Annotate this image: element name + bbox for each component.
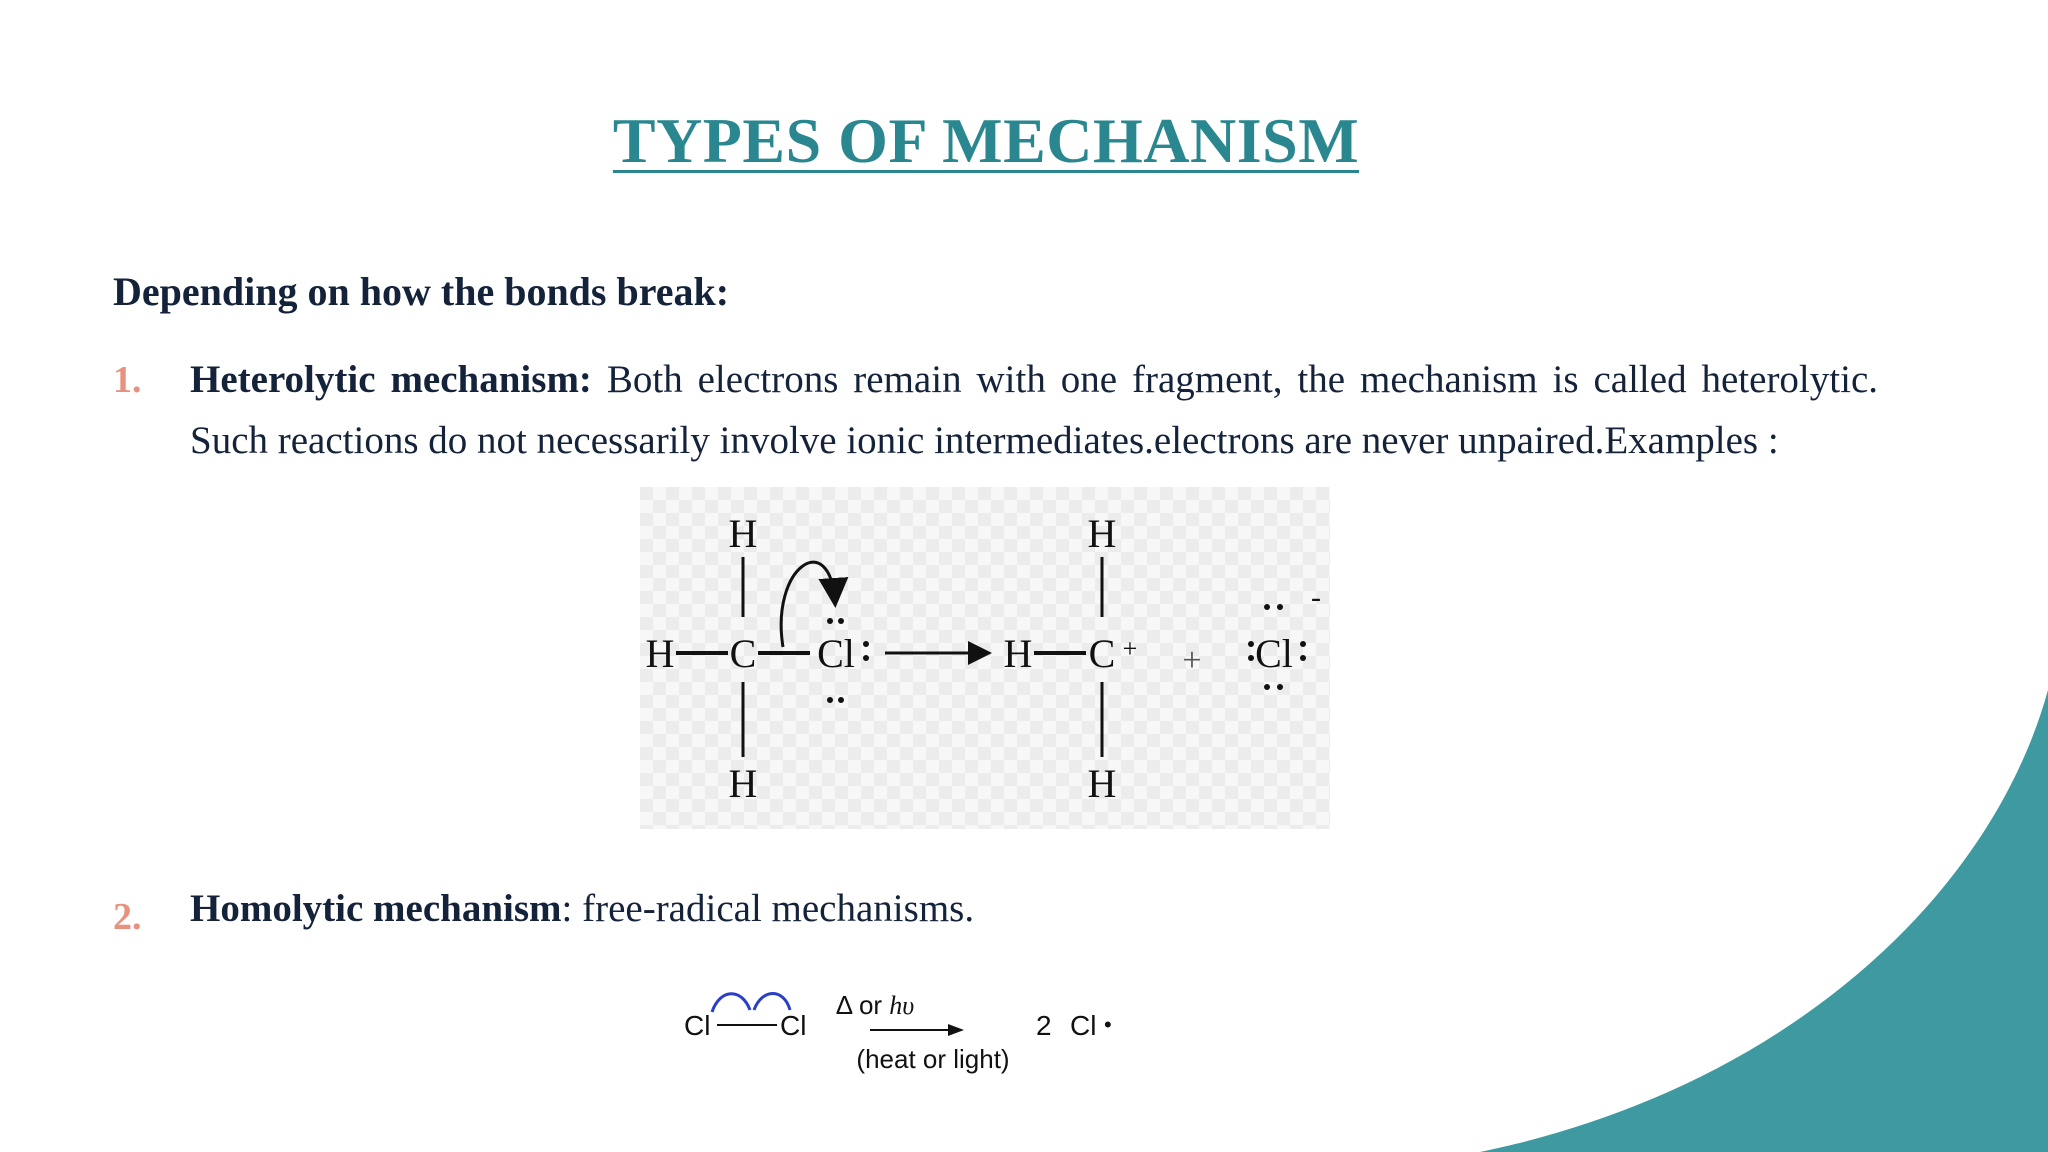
term-heterolytic: Heterolytic mechanism: — [190, 358, 592, 401]
lone-pair-dot — [1300, 655, 1306, 661]
condition-subtitle: (heat or light) — [856, 1044, 1010, 1074]
slide-title: TYPES OF MECHANISM — [612, 105, 1360, 176]
lone-pair-dot — [827, 697, 833, 703]
lone-pair-dot — [1264, 684, 1270, 690]
product-chlorine: Cl — [1070, 1010, 1097, 1041]
anion-charge: - — [1311, 581, 1321, 614]
lone-pair-dot — [1248, 655, 1254, 661]
reaction-arrowhead-2 — [948, 1024, 964, 1036]
atom-h-bottom-product: H — [1087, 761, 1117, 806]
atom-cl-right: Cl — [780, 1010, 807, 1041]
heterolytic-description: Both electrons remain with one fragment, the mechanism is called heterolytic. Such reactions do not necessarily involve ionic intermediates.electrons are never unpaired.Examples : — [190, 358, 1878, 462]
fishhook-arrow-right — [754, 994, 790, 1011]
plus-sign: + — [1182, 642, 1202, 679]
lone-pair-dot — [838, 697, 844, 703]
fishhook-arrow-left — [712, 994, 750, 1012]
product-coefficient: 2 — [1036, 1010, 1052, 1041]
lone-pair-dot — [827, 618, 833, 624]
lone-pair-dot — [1264, 604, 1270, 610]
lone-pair-dot — [863, 641, 869, 647]
list-number-2: 2. — [113, 896, 142, 938]
lone-pair-dot — [1277, 604, 1283, 610]
homolytic-diagram — [670, 988, 1130, 1088]
atom-cl-left: Cl — [684, 1010, 711, 1041]
chloride-anion: Cl — [1255, 631, 1293, 676]
atom-h-bottom: H — [728, 761, 758, 806]
teal-swoosh — [1480, 690, 2048, 1152]
list-item-homolytic — [190, 886, 974, 931]
homolytic-description: : free-radical mechanisms. — [561, 887, 975, 930]
atom-h-top: H — [728, 511, 758, 556]
atom-c-product: C — [1088, 631, 1116, 676]
atom-h-top-product: H — [1087, 511, 1117, 556]
radical-dot: • — [1104, 1012, 1112, 1037]
list-number-1: 1. — [113, 359, 142, 401]
lone-pair-dot — [1277, 684, 1283, 690]
subheading: Depending on how the bonds break: — [113, 269, 730, 314]
cation-charge: + — [1122, 634, 1138, 663]
heterolytic-diagram — [640, 487, 1330, 829]
lone-pair-dot — [838, 618, 844, 624]
lone-pair-dot — [1300, 641, 1306, 647]
condition-label: Δ or hυ — [835, 990, 915, 1020]
lone-pair-dot — [1248, 641, 1254, 647]
atom-cl: Cl — [817, 631, 855, 676]
atom-h-left: H — [645, 631, 675, 676]
atom-h-left-product: H — [1003, 631, 1033, 676]
lone-pair-dot — [863, 655, 869, 661]
list-item-heterolytic — [190, 349, 1878, 471]
term-homolytic: Homolytic mechanism — [190, 887, 562, 930]
atom-c: C — [729, 631, 757, 676]
